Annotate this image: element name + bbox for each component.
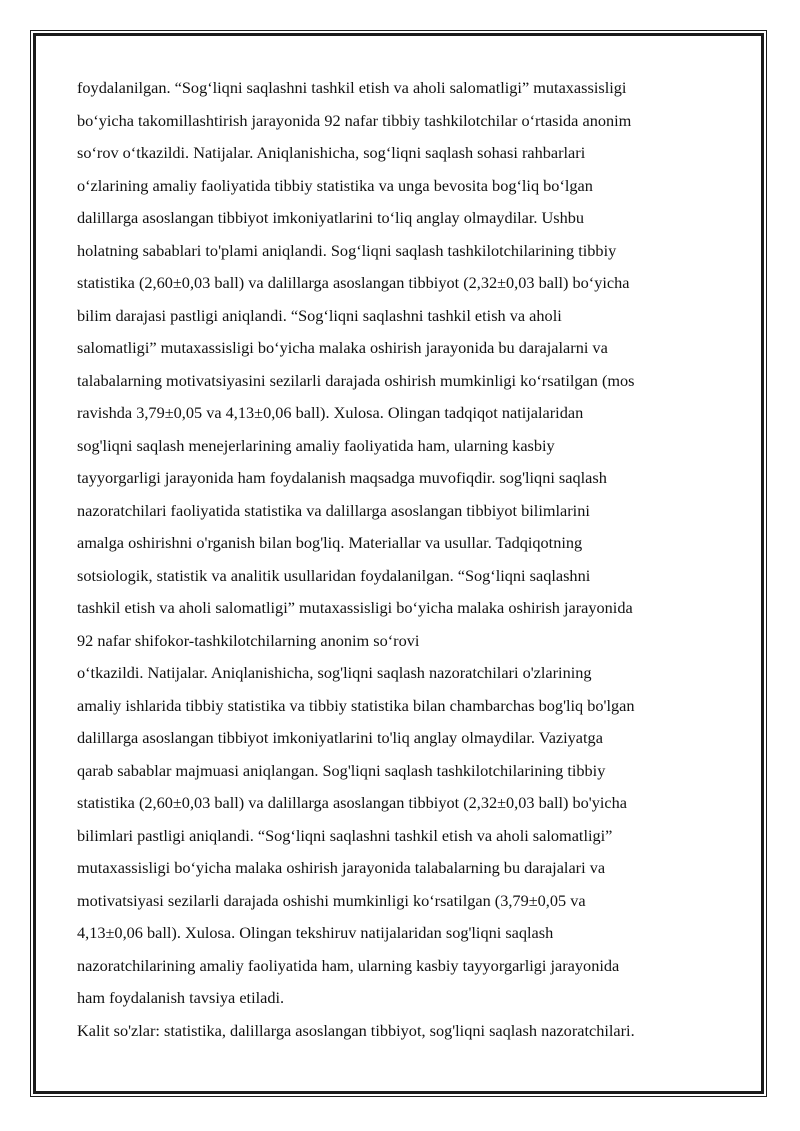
text-line: talabalarning motivatsiyasini sezilarli darajada oshirish mumkinligi ko‘rsatilgan (mos <box>77 370 635 390</box>
text-line: motivatsiyasi sezilarli darajada oshishi mumkinligi ko‘rsatilgan (3,79±0,05 va <box>77 890 586 910</box>
text-line: sotsiologik, statistik va analitik usullaridan foydalanilgan. “Sog‘liqni saqlashni <box>77 565 591 585</box>
text-line: mutaxassisligi bo‘yicha malaka oshirish jarayonida talabalarning bu darajalari va <box>77 858 606 877</box>
text-line: tayyorgarligi jarayonida ham foydalanish maqsadga muvofiqdir. sog'liqni saqlash <box>77 468 607 487</box>
text-line: qarab sabablar majmuasi aniqlangan. Sog'liqni saqlash tashkilotchilarining tibbiy <box>77 760 606 780</box>
text-line: amaliy ishlarida tibbiy statistika va tibbiy statistika bilan chambarchas bog'liq bo'lgan <box>77 695 635 715</box>
text-line: statistika (2,60±0,03 ball) va dalillarga asoslangan tibbiyot (2,32±0,03 ball) bo‘yicha <box>77 273 630 292</box>
text-line: sog'liqni saqlash menejerlarining amaliy faoliyatida ham, ularning kasbiy <box>77 435 555 455</box>
text-line: ravishda 3,79±0,05 va 4,13±0,06 ball). Xulosa. Olingan tadqiqot natijalaridan <box>77 403 584 422</box>
text-line: statistika (2,60±0,03 ball) va dalillarga asoslangan tibbiyot (2,32±0,03 ball) bo'yicha <box>77 793 627 812</box>
text-line: 4,13±0,06 ball). Xulosa. Olingan tekshiruv natijalaridan sog'liqni saqlash <box>77 923 554 942</box>
text-line: foydalanilgan. “Sog‘liqni saqlashni tashkil etish va aholi salomatligi” mutaxassisligi <box>77 78 627 97</box>
text-line: bilimlari pastligi aniqlandi. “Sog‘liqni saqlashni tashkil etish va aholi salomatligi” <box>77 825 613 845</box>
body-text <box>77 72 737 1047</box>
keywords-line: Kalit so'zlar: statistika, dalillarga asoslangan tibbiyot, sog'liqni saqlash nazoratchilari. <box>77 1020 635 1040</box>
text-line: o‘tkazildi. Natijalar. Aniqlanishicha, sog'liqni saqlash nazoratchilari o'zlarining <box>77 663 592 682</box>
text-line: nazoratchilarining amaliy faoliyatida ham, ularning kasbiy tayyorgarligi jarayonida <box>77 955 620 975</box>
text-line: dalillarga asoslangan tibbiyot imkoniyatlarini to'liq anglay olmaydilar. Vaziyatga <box>77 728 603 747</box>
text-line: so‘rov o‘tkazildi. Natijalar. Aniqlanishicha, sog‘liqni saqlash sohasi rahbarlari <box>77 143 586 162</box>
text-line: amalga oshirishni o'rganish bilan bog'liq. Materiallar va usullar. Tadqiqotning <box>77 533 583 552</box>
text-line: holatning sabablari to'plami aniqlandi. Sog‘liqni saqlash tashkilotchilarining tibbiy <box>77 240 617 260</box>
text-line: tashkil etish va aholi salomatligi” mutaxassisligi bo‘yicha malaka oshirish jarayonida <box>77 598 633 617</box>
text-line: salomatligi” mutaxassisligi bo‘yicha malaka oshirish jarayonida bu darajalarni va <box>77 338 608 357</box>
text-line: ham foydalanish tavsiya etiladi. <box>77 988 285 1007</box>
text-line: 92 nafar shifokor-tashkilotchilarning anonim so‘rovi <box>77 630 420 650</box>
text-line: bo‘yicha takomillashtirish jarayonida 92 nafar tibbiy tashkilotchilar o‘rtasida anonim <box>77 110 632 130</box>
text-line: o‘zlarining amaliy faoliyatida tibbiy statistika va unga bevosita bog‘liq bo‘lgan <box>77 175 593 195</box>
text-line: dalillarga asoslangan tibbiyot imkoniyatlarini to‘liq anglay olmaydilar. Ushbu <box>77 208 585 227</box>
text-line: bilim darajasi pastligi aniqlandi. “Sog‘liqni saqlashni tashkil etish va aholi <box>77 305 562 325</box>
text-line: nazoratchilari faoliyatida statistika va dalillarga asoslangan tibbiyot bilimlarini <box>77 500 590 520</box>
